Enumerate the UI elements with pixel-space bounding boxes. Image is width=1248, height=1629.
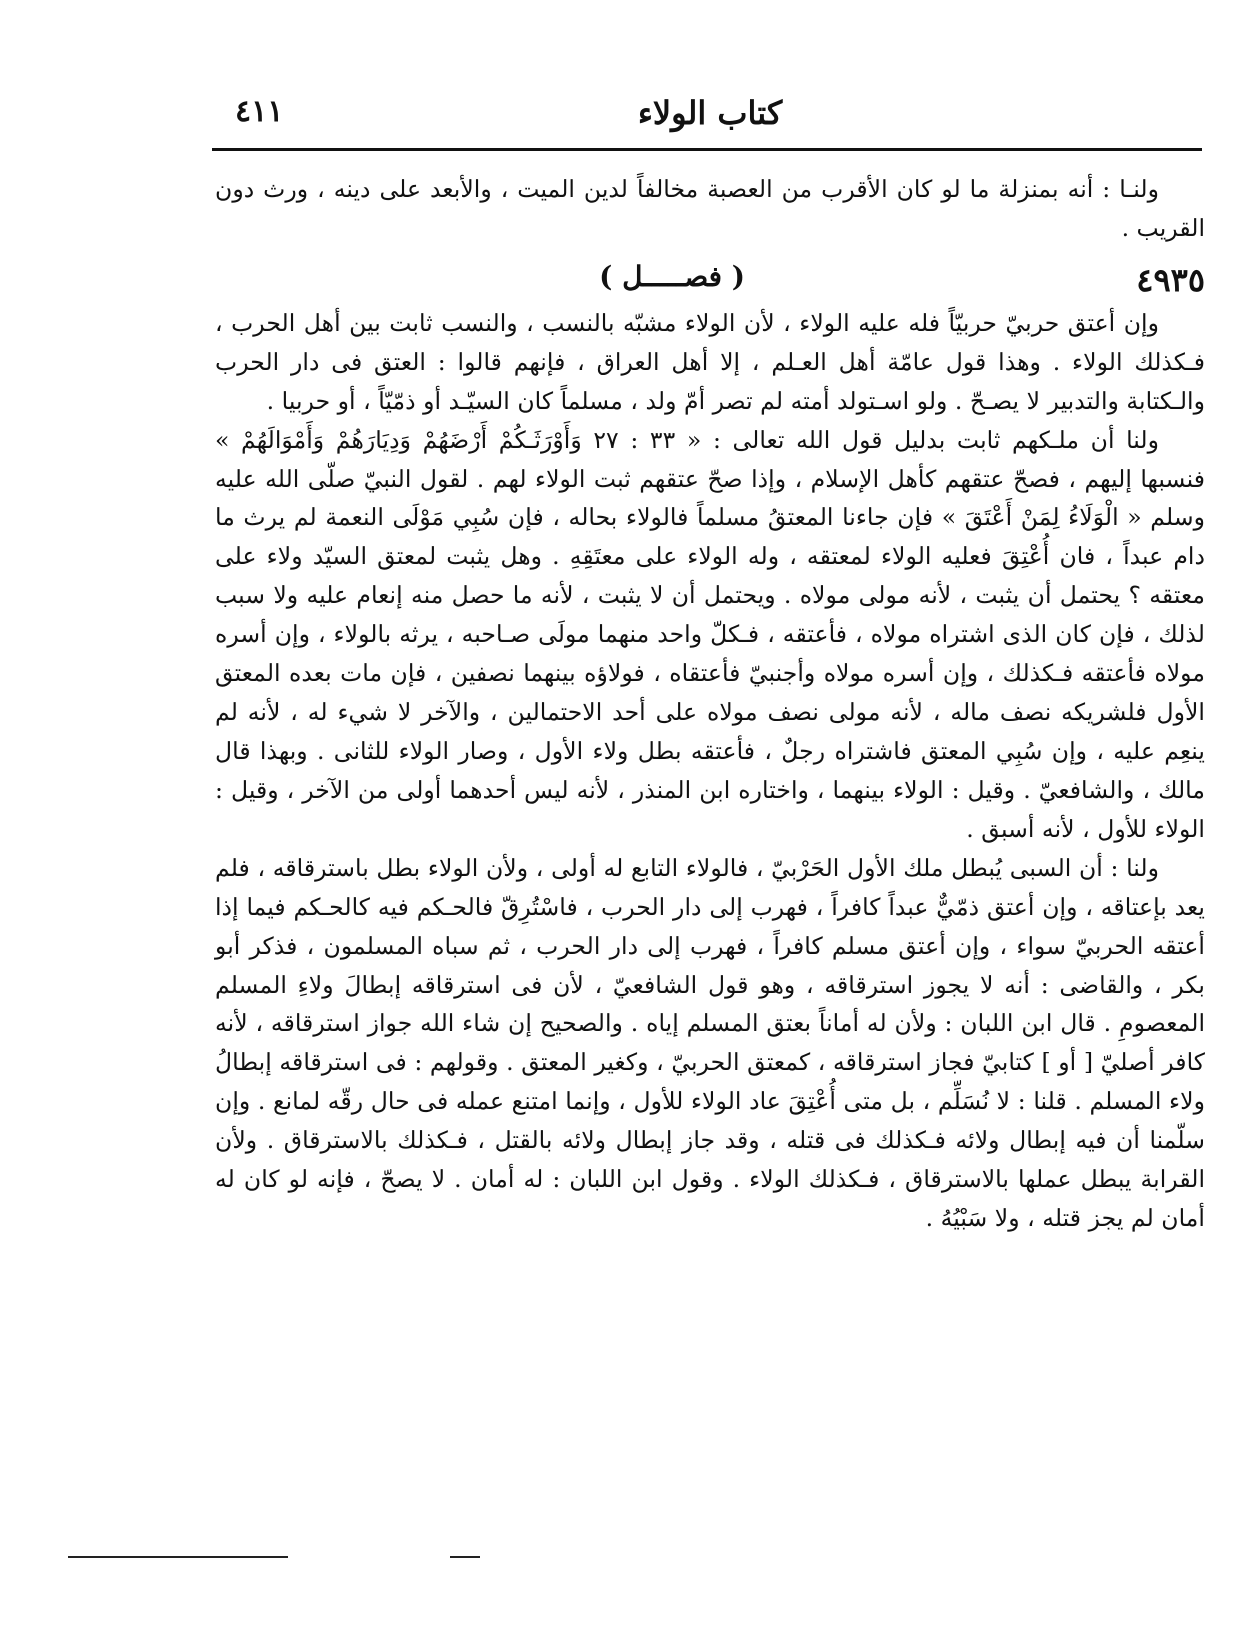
paragraph-2: ولنا أن ملـكهم ثابت بدليل قول الله تعالى : « ٣٣ : ٢٧ وَأَوْرَثَـكُمْ أَرْضَهُمْ وَدِيَارَهُمْ وَأَمْوَالَهُمْ » فنسبها إليهم ، فصحّ عتقهم كأهل الإسلام ، وإذا صحّ عتقهم ثبت الولاء لهم . لقول النبيّ صلّى الله عليه وسلم « الْوَلَاءُ لِمَنْ أَعْتَقَ » فإن جاءنا المعتقُ مسلماً فالولاء بحاله ، فإن سُبِي مَوْلَى النعمة لم يرث ما دام عبداً ، فان أُعْتِقَ فعليه الولاء لمعتقه ، وله الولاء على معتَقِهِ . وهل يثبت لمعتق السيّد ولاء على معتقه ؟ يحتمل أن يثبت ، لأنه مولى مولاه . ويحتمل أن لا يثبت ، لأنه ما حصل منه إنعام عليه ولا سبب لذلك ، فإن كان الذى اشتراه مولاه ، فأعتقه ، فـكلّ واحد منهما مولَى صـاحبه ، يرثه بالولاء ، وإن أسره مولاه فأعتقه فـكذلك ، وإن أسره مولاه وأجنبيّ فأعتقاه ، فولاؤه بينهما نصفين ، فإن مات بعده المعتق الأول فلشريكه نصف ماله ، لأنه مولى نصف مولاه على أحد الاحتمالين ، والآخر لا شيء له ، لأنه لم ينعِم عليه ، وإن سُبِي المعتق فاشتراه رجلٌ ، فأعتقه بطل ولاء الأول ، وصار الولاء للثانى . وبهذا قال مالك ، والشافعيّ . وقيل : الولاء بينهما ، واختاره ابن المنذر ، لأنه ليس أحدهما أولى من الآخر ، وقيل : الولاء للأول ، لأنه أسبق . bbox=[215, 425, 1205, 843]
paragraph-3: ولنا : أن السبى يُبطل ملك الأول الحَرْبيّ ، فالولاء التابع له أولى ، ولأن الولاء بطل باسترقاقه ، فلم يعد بإعتاقه ، وإن أعتق ذمّيٌّ عبداً كافراً ، فهرب إلى دار الحرب ، فاسْتُرِقّ فالحـكم فيه كالحـكم فيما إذا أعتقه الحربيّ سواء ، وإن أعتق مسلم كافراً ، فهرب إلى دار الحرب ، ثم سباه المسلمون ، فذكر أبو بكر ، والقاضى : أنه لا يجوز استرقاقه ، وهو قول الشافعيّ ، لأن فى استرقاقه إبطالَ ولاءِ المسلم المعصومِ . قال ابن اللبان : ولأن له أماناً بعتق المسلم إياه . والصحيح إن شاء الله جواز استرقاقه ، لأنه كافر أصليّ [ أو ] كتابيّ فجاز استرقاقه ، كمعتق الحربيّ ، وكغير المعتق . وقولهم : فى استرقاقه إبطالُ ولاء المسلم . قلنا : لا نُسَلِّم ، بل متى أُعْتِقَ عاد الولاء للأول ، وإنما امتنع عمله فى حال رقّه لمانع . وإن سلّمنا أن فيه إبطال ولائه فـكذلك فى قتله ، وقد جاز إبطال ولائه بالقتل ، فـكذلك بالاسترقاق . ولأن القرابة يبطل عملها بالاسترقاق ، فـكذلك الولاء . وقول ابن اللبان : له أمان . لا يصحّ ، فإنه لو كان له أمان لم يجز قتله ، ولا سَبْيُهُ . bbox=[215, 853, 1205, 1233]
footnote-mark bbox=[450, 1556, 480, 1558]
footnote-divider bbox=[68, 1556, 288, 1558]
page-number: ٤١١ bbox=[235, 94, 284, 129]
section-number: ٤٩٣٥ bbox=[1136, 260, 1205, 299]
page-header bbox=[215, 88, 1205, 148]
main-text bbox=[215, 170, 1205, 1238]
running-title: كتاب الولاء bbox=[637, 94, 783, 132]
section-title: ( فصـــــل ) bbox=[599, 259, 745, 293]
paragraph-1: وإن أعتق حربيّ حربيّاً فله عليه الولاء ، لأن الولاء مشبّه بالنسب ، والنسب ثابت بين أهل الحرب ، فـكذلك الولاء . وهذا قول عامّة أهل العـلم ، إلا أهل العراق ، فإنهم قالوا : العتق فى دار الحرب والـكتابة والتدبير لا يصـحّ . ولو اسـتولد أمته لم تصر أمّ ولد ، مسلماً كان السيّـد أو ذمّيّاً ، أو حربيا . bbox=[215, 308, 1205, 415]
header-divider bbox=[212, 148, 1202, 151]
paragraph-intro: ولنـا : أنه بمنزلة ما لو كان الأقرب من العصبة مخالفاً لدين الميت ، والأبعد على دينه ، ورث دون القريب . bbox=[215, 175, 1205, 242]
section-heading bbox=[215, 254, 1205, 298]
